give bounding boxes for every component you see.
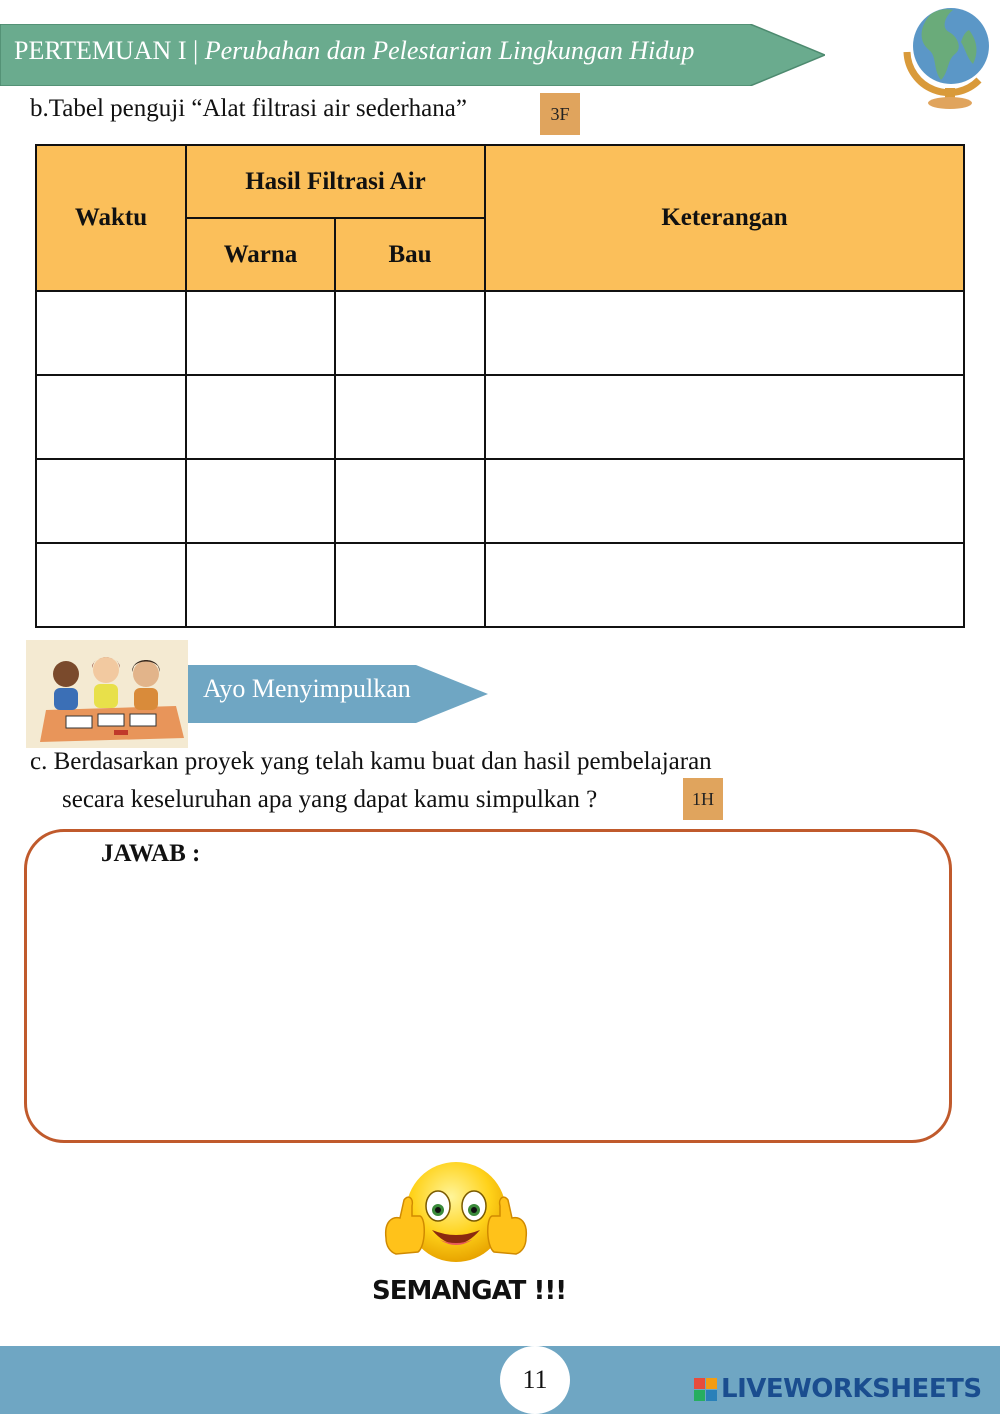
header-banner [0,24,825,86]
header-title [14,36,694,66]
cell-waktu-input[interactable] [36,375,186,459]
cell-warna-input[interactable] [186,291,335,375]
header-hasil-filtrasi: Hasil Filtrasi Air [186,145,485,218]
filtration-test-table [35,144,965,628]
table-row [36,543,964,627]
cell-warna-input[interactable] [186,459,335,543]
cell-keterangan-input[interactable] [485,375,964,459]
thumbs-up-smiley-icon [382,1160,530,1270]
tag-1h: 1H [683,778,723,820]
cell-keterangan-input[interactable] [485,291,964,375]
header-warna: Warna [186,218,335,291]
page-number: 11 [500,1346,570,1414]
cell-keterangan-input[interactable] [485,543,964,627]
question-c [30,743,712,819]
tag-3f: 3F [540,93,580,135]
cell-bau-input[interactable] [335,459,485,543]
answer-input[interactable] [57,882,919,1110]
cell-waktu-input[interactable] [36,459,186,543]
jawab-label: JAWAB : [101,840,201,867]
header-bau: Bau [335,218,485,291]
table-row [36,459,964,543]
students-illustration [26,640,188,748]
header-waktu: Waktu [36,145,186,291]
cell-bau-input[interactable] [335,543,485,627]
answer-box [24,829,952,1143]
liveworksheets-icon [694,1378,717,1401]
cell-bau-input[interactable] [335,375,485,459]
liveworksheets-logo [694,1374,982,1404]
header-meeting-label: PERTEMUAN I | [14,36,205,65]
table-row [36,375,964,459]
ayo-menyimpulkan-label: Ayo Menyimpulkan [203,674,411,703]
cell-waktu-input[interactable] [36,543,186,627]
table-row [36,291,964,375]
globe-icon [893,0,993,112]
cell-warna-input[interactable] [186,543,335,627]
liveworksheets-brand: LIVEWORKSHEETS [721,1374,982,1404]
cell-keterangan-input[interactable] [485,459,964,543]
header-subtitle: Perubahan dan Pelestarian Lingkungan Hidup [204,36,695,65]
cell-waktu-input[interactable] [36,291,186,375]
header-keterangan: Keterangan [485,145,964,291]
section-b-title: b.Tabel penguji “Alat filtrasi air sederhana” [30,95,467,122]
semangat-text: SEMANGAT !!! [372,1276,567,1306]
question-c-line2: secara keseluruhan apa yang dapat kamu simpulkan ? [62,786,598,813]
question-c-line1: c. Berdasarkan proyek yang telah kamu buat dan hasil pembelajaran [30,748,712,775]
cell-bau-input[interactable] [335,291,485,375]
cell-warna-input[interactable] [186,375,335,459]
